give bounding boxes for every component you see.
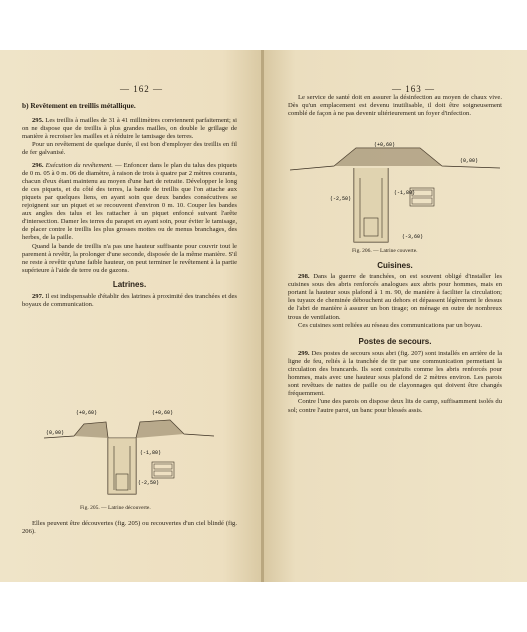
section-heading-latrines: Latrines. <box>112 279 147 289</box>
paragraph-297: 297. Il est indispensable d'établir des latrines à proximité des tranchées et des boyaux de communication. <box>22 292 237 309</box>
right-text-top <box>288 94 502 118</box>
page-number: — 163 — <box>392 84 435 94</box>
fig205-label-2: (+0,60) <box>152 410 174 416</box>
fig206-label-4: (-2,50) <box>330 196 352 202</box>
paragraph-299: 299. Des postes de secours sous abri (fig. 207) sont installés en arrière de la ligne de feu, reliés à la tranchée de tir par une communication permettant la circulation des brancards. Ils sont construits comme les abris renforcés pour hommes, mais avec une hauteur sous plafond de 2 mètres environ. Les parois sont revêtues de nattes de paille ou de clayonnages qui doivent être changés fréquemment. <box>288 349 502 398</box>
paragraph-296: 296. Exécution du revêtement. — Enfoncer dans le plan du talus des piquets de 0 m. 05 à 0 m. 06 de diamètre, à raison de trois à quatre par 2 mètres courants, chacun d'eux étant maintenu au moyen d'une hart de retraite. Développer le long de ces piquets, et du côté des terres, la bande de treillis que l'on attache aux piquets par quelques liens, en ayant soin que deux bandes consécutives se rejoignent sur un piquet et se recouvrent d'environ 0 m. 10. Couper les bandes aux angles des talus et les rattacher à un piquet enfoncé suivant l'arête d'intersection. Damer les terres du parapet en ayant soin, pour éviter le tamisage, de placer contre le treillis les plus grosses mottes ou de menus branchages, des herbes, de la paille. <box>22 161 237 242</box>
fig206-label-5: (-3,60) <box>402 234 424 240</box>
fig206-label-1: (+0,60) <box>374 142 396 148</box>
section-heading-postes: Postes de secours. <box>358 336 432 346</box>
page-number: — 162 — <box>120 84 163 94</box>
figure-205-latrine <box>44 402 214 502</box>
book-spread <box>0 50 527 582</box>
right-text-bottom <box>288 262 502 415</box>
fig205-label-1: (+0,60) <box>76 410 98 416</box>
left-text-top <box>22 102 237 309</box>
fig206-label-3: (-1,80) <box>394 190 416 196</box>
figure-206-latrine <box>290 138 500 246</box>
paragraph-296b: Quand la bande de treillis n'a pas une hauteur suffisante pour couvrir tout le parement à revêtir, la prolonger d'une seconde, disposée de la même manière. S'il ne reste à revêtir qu'une faible hauteur, on peut terminer le revêtement à la partie supérieure à l'aide de terre ou de gazons. <box>22 242 237 274</box>
figure-206-caption: Fig. 206. — Latrine couverte. <box>352 248 418 254</box>
paragraph-298: 298. Dans la guerre de tranchées, on est souvent obligé d'installer les cuisines sous des abris renforcés analogues aux abris pour hommes, mais en portant la hauteur sous plafond à 1 m. 90, de manière à faciliter la circulation; les tuyaux de cheminée débouchent au dehors et dépassent légèrement le dessus de l'abri de manière à assurer un bon tirage; on ménage en outre de nombreux trous de ventilation. <box>288 273 502 321</box>
paragraph-295b: Pour un revêtement de quelque durée, il est bon d'employer des treillis en fil de fer galvanisé. <box>22 141 237 157</box>
section-heading-cuisines: Cuisines. <box>377 261 413 270</box>
paragraph-295: 295. Les treillis à mailles de 31 à 41 millimètres conviennent parfaitement; si on ne dispose que de treillis à plus grandes mailles, on double le grillage de manière à recroiser les mailles et à réduire le tamisage des terres. <box>22 117 237 141</box>
paragraph-298b: Ces cuisines sont reliées au réseau des communications par un boyau. <box>298 321 483 329</box>
paragraph-closing: Elles peuvent être découvertes (fig. 205) ou recouvertes d'un ciel blindé (fig. 206). <box>22 520 237 536</box>
right-page <box>264 50 527 582</box>
paragraph-intro: Le service de santé doit en assurer la désinfection au moyen de chaux vive. Dès qu'un emplacement est devenu inutilisable, il doit être soigneusement comblé de façon à ne pas devenir ultérieurement un foyer d'infection. <box>288 94 502 118</box>
subsection-heading: b) Revêtement en treillis métallique. <box>22 101 136 110</box>
fig206-label-2: (0,00) <box>460 158 479 164</box>
figure-205-caption: Fig. 205. — Latrine découverte. <box>80 505 151 511</box>
left-text-bottom <box>22 520 237 536</box>
fig205-label-5: (-2,50) <box>138 480 160 486</box>
paragraph-299b: Contre l'une des parois on dispose deux lits de camp, suffisamment isolés du sol; contre l'autre paroi, un banc pour blessés assis. <box>288 398 502 414</box>
fig205-label-3: (0,00) <box>46 430 65 436</box>
left-page <box>0 50 262 582</box>
fig205-label-4: (-1,80) <box>140 450 162 456</box>
